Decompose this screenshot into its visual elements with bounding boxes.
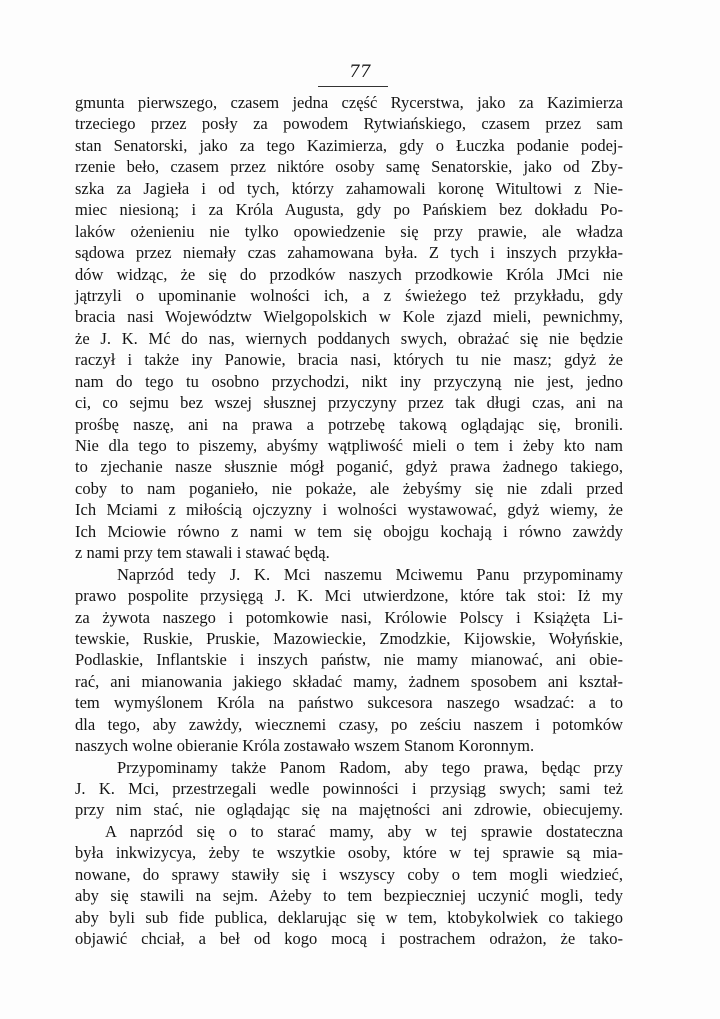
text-line: była inkwizycya, żeby te wszytkie osoby, które w tej sprawie są mia- xyxy=(75,843,623,863)
text-line: że J. K. Mć do nas, wiernych poddanych swych, obrażać się nie będzie xyxy=(75,328,623,348)
text-line: naszych wolne obieranie Króla zostawało wszem Stanom Koronnym. xyxy=(75,736,535,756)
text-line: to zjechanie nasze słusznie mógł poganić, gdyż prawa żadnego takiego, xyxy=(75,457,623,477)
text-line: tem wymyślonem Króla na państwo sukcesora naszego wsadzać: a to xyxy=(75,693,623,713)
text-line: bracia nasi Województw Wielgopolskich w Kole zjazd mieli, pewnichmy, xyxy=(75,307,623,327)
text-line: z nami przy tem stawali i stawać będą. xyxy=(75,543,330,563)
page-number: 77 xyxy=(349,62,371,82)
text-line: prośbę naszę, ani na prawa a potrzebę takową oglądając się, bronili. xyxy=(75,414,623,434)
text-line: gmunta pierwszego, czasem jedna część Rycerstwa, jako za Kazimierza xyxy=(75,93,623,112)
text-line: Nie dla tego to piszemy, abyśmy wątpliwość mieli o tem i żeby kto nam xyxy=(75,436,623,455)
text-line: rzenie beło, czasem przez niktóre osoby samę Senatorskie, jako od Zby- xyxy=(75,157,623,177)
text-line: trzeciego przez posły za powodem Rytwiańskiego, czasem przez sam xyxy=(75,114,623,134)
text-line: Ich Mciowie równo z nami w tem się obojgu kochają i równo zawżdy xyxy=(75,521,623,541)
text-line: rać, ani mianowania jakiego składać mamy, żadnem sposobem ani kształ- xyxy=(75,671,623,691)
text-line: szka za Jagieła i od tych, którzy zahamowali koronę Witultowi z Nie- xyxy=(75,178,623,198)
text-line: ci, co sejmu bez wszej słusznej przyczyny przez tak długi czas, ani na xyxy=(75,393,623,413)
text-line: laków ożenieniu nie tylko opowiedzenie się przy prawie, ale władza xyxy=(75,221,623,241)
text-line: aby byli sub fide publica, deklarując się w tem, ktobykolwiek co takiego xyxy=(75,907,623,927)
text-line: nam do tego tu osobno przychodzi, nikt iny przyczyną nie jest, jedno xyxy=(75,371,623,391)
text-line: prawo pospolite przysięgą J. K. Mci utwierdzone, które tak stoi: Iż my xyxy=(75,586,623,606)
text-line: Naprzód tedy J. K. Mci naszemu Mciwemu Panu przypominamy xyxy=(117,564,623,584)
text-line: A naprzód się o to starać mamy, aby w tej sprawie dostateczna xyxy=(105,821,623,841)
text-line: coby to nam poganieło, nie pokaże, ale żebyśmy się nie zdali przed xyxy=(75,478,623,498)
text-line: dla tego, aby zawżdy, wiecznemi czasy, po ześciu naszem i potomków xyxy=(75,714,623,734)
text-line: przy nim stać, nie oglądając się na majętności ani zdrowie, obiecujemy. xyxy=(75,800,623,820)
text-line: stan Senatorski, jako za tego Kazimierza, gdy o Łuczka podanie podej- xyxy=(75,135,623,155)
text-line: objawić chciał, a beł od kogo mocą i postrachem odrażon, że tako- xyxy=(75,929,623,949)
text-line: aby się stawili na sejm. Ażeby to tem bezpieczniej uczynić mogli, tedy xyxy=(75,886,623,906)
text-line: miec niesioną; i za Króla Augusta, gdy po Pańskiem bez dokładu Po- xyxy=(75,200,623,220)
text-line: dów widząc, że się do przodków naszych przodkowie Króla JMci nie xyxy=(75,264,623,284)
text-line: jątrzyli o upominanie wolności ich, a z świeżego też przykładu, gdy xyxy=(75,285,623,305)
text-line: Ich Mciami z miłością ojczyzny i wolności wystawować, gdyż wiemy, że xyxy=(75,500,623,520)
text-line: tewskie, Ruskie, Pruskie, Mazowieckie, Zmodzkie, Kijowskie, Wołyńskie, xyxy=(75,628,623,648)
text-line: J. K. Mci, przestrzegali wedle powinności i przysiąg swych; sami też xyxy=(75,779,623,798)
text-line: za żywota naszego i potomkowie nasi, Królowie Polscy i Książęta Li- xyxy=(75,607,623,627)
text-line: Podlaskie, Inflantskie i inszych państw, nie mamy mianować, ani obie- xyxy=(75,650,623,670)
text-line: nowane, do sprawy stawiły się i wszyscy coby o tem mogli wiedzieć, xyxy=(75,864,623,884)
text-line: Przypominamy także Panom Radom, aby tego prawa, będąc przy xyxy=(117,757,623,777)
page-number-rule xyxy=(318,86,388,87)
text-line: raczył i także iny Panowie, bracia nasi, których tu nie masz; gdyż że xyxy=(75,350,623,370)
body-text xyxy=(75,92,623,950)
text-line: sądowa przez niemały czas zahamowana była. Z tych i inszych przykła- xyxy=(75,243,623,263)
